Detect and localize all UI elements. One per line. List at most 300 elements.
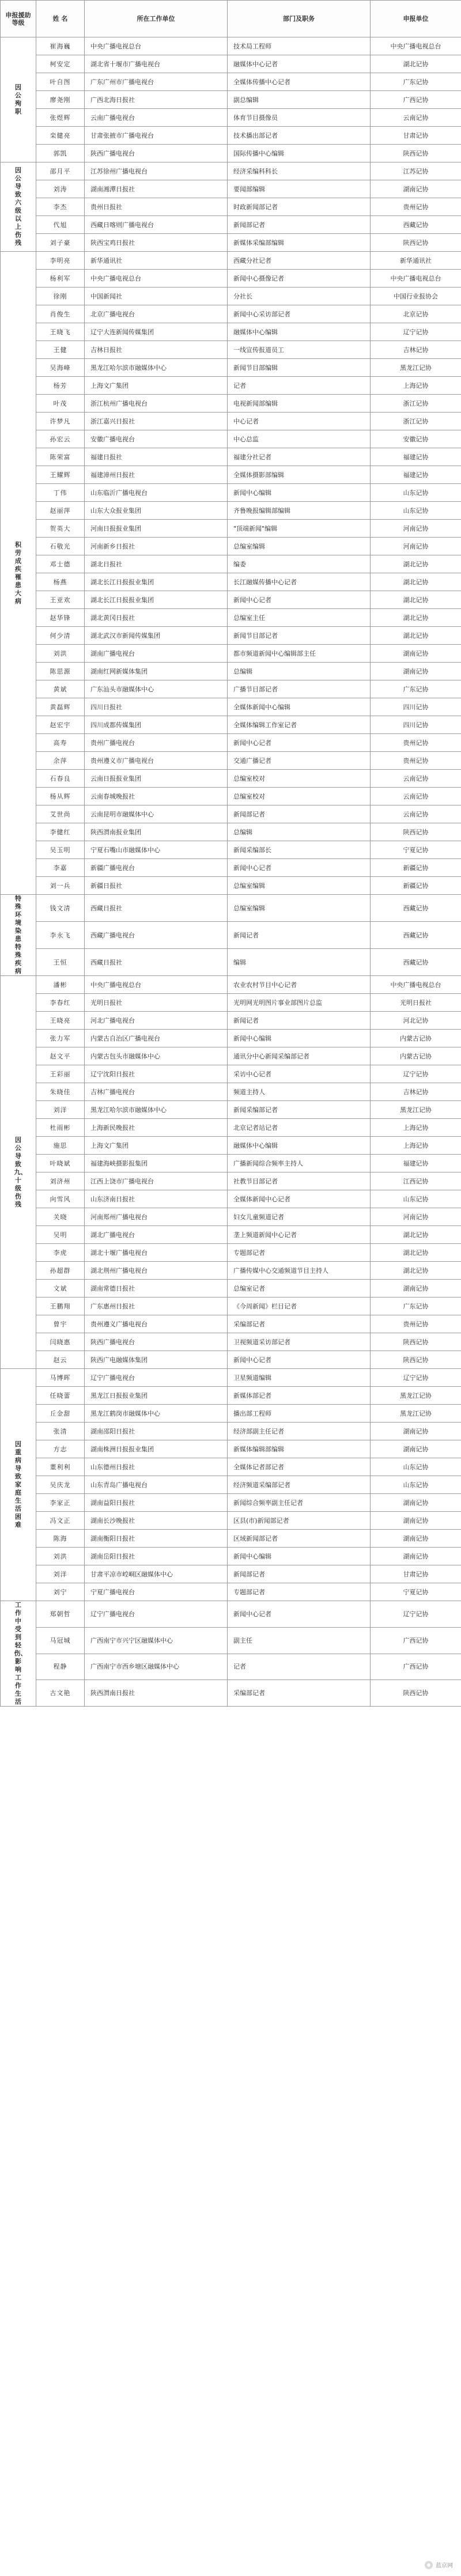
- dept-cell: 经济频道采编部记者: [228, 1476, 371, 1494]
- name-cell: 钱文清: [36, 895, 85, 922]
- name-cell: 王晓亮: [36, 1012, 85, 1030]
- dept-cell: 都市频道新闻中心编辑部主任: [228, 645, 371, 663]
- applicant-cell: 山东记协: [371, 1458, 461, 1476]
- unit-cell: 湖北长江日报报业集团: [85, 573, 228, 591]
- applicant-cell: 黑龙江记协: [371, 1101, 461, 1119]
- dept-cell: 北京记者站记者: [228, 1119, 371, 1137]
- dept-cell: 齐鲁晚报编辑部编辑: [228, 502, 371, 520]
- unit-cell: 黑龙江鹤岗市融媒体中心: [85, 1405, 228, 1423]
- table-row: [1, 1119, 461, 1137]
- applicant-cell: 湖北记协: [371, 55, 461, 73]
- name-cell: 丘金甜: [36, 1405, 85, 1423]
- table-row: [1, 1440, 461, 1458]
- applicant-cell: 湖南记协: [371, 1494, 461, 1512]
- name-cell: 刘涛: [36, 180, 85, 198]
- applicant-cell: 陕西记协: [371, 1680, 461, 1707]
- unit-cell: 湖北长江日报报业集团: [85, 591, 228, 609]
- unit-cell: 山东德州日报社: [85, 1458, 228, 1476]
- table-row: [1, 1565, 461, 1583]
- dept-cell: 中心记者: [228, 413, 371, 430]
- table-row: [1, 448, 461, 466]
- name-cell: 崔海巍: [36, 37, 85, 55]
- unit-cell: 西藏日报社: [85, 895, 228, 922]
- table-row: [1, 234, 461, 252]
- applicant-cell: 上海记协: [371, 1119, 461, 1137]
- name-cell: 杨从辉: [36, 788, 85, 805]
- table-row: [1, 1298, 461, 1315]
- table-row: [1, 216, 461, 234]
- name-cell: 刘济州: [36, 1172, 85, 1190]
- name-cell: 闫晓惠: [36, 1333, 85, 1351]
- dept-cell: 采编部记者: [228, 1680, 371, 1707]
- unit-cell: 广东惠州日报社: [85, 1298, 228, 1315]
- table-row: [1, 1583, 461, 1601]
- applicant-cell: 湖北记协: [371, 555, 461, 573]
- unit-cell: 浙江杭州广播电视台: [85, 395, 228, 413]
- applicant-cell: 福建记协: [371, 1155, 461, 1172]
- applicant-cell: 湖南记协: [371, 1512, 461, 1530]
- table-row: [1, 145, 461, 162]
- unit-cell: 西藏广播电视台: [85, 922, 228, 949]
- unit-cell: 广东汕头市融媒体中心: [85, 680, 228, 698]
- category-cell: [1, 895, 36, 976]
- dept-cell: 广播新闻综合频率主持人: [228, 1155, 371, 1172]
- dept-cell: 总编室编辑: [228, 538, 371, 555]
- unit-cell: 陕西广播电视台: [85, 145, 228, 162]
- unit-cell: 陕西广电融媒体集团: [85, 1351, 228, 1369]
- applicant-cell: 上海记协: [371, 377, 461, 395]
- dept-cell: 频道主持人: [228, 1083, 371, 1101]
- unit-cell: 内蒙古包头市融媒体中心: [85, 1047, 228, 1065]
- category-label: 因公导致九、十级伤残: [14, 1136, 27, 1208]
- applicant-cell: 贵州记协: [371, 734, 461, 752]
- table-row: [1, 252, 461, 270]
- unit-cell: 山东济南日报社: [85, 1190, 228, 1208]
- applicant-cell: 湖北记协: [371, 1244, 461, 1262]
- unit-cell: 吉林广播电视台: [85, 1083, 228, 1101]
- dept-cell: 副主任: [228, 1627, 371, 1654]
- name-cell: 赵文平: [36, 1047, 85, 1065]
- dept-cell: 新闻中心编辑: [228, 1030, 371, 1047]
- table-row: [1, 805, 461, 823]
- applicant-cell: 辽宁记协: [371, 1369, 461, 1387]
- table-row: [1, 162, 461, 180]
- name-cell: 马博晖: [36, 1369, 85, 1387]
- table-row: [1, 1369, 461, 1387]
- table-row: [1, 788, 461, 805]
- dept-cell: 新闻中心记者: [228, 859, 371, 877]
- name-cell: 郭凯: [36, 145, 85, 162]
- unit-cell: 河南新乡日报社: [85, 538, 228, 555]
- unit-cell: 黑龙江哈尔滨市融媒体中心: [85, 1101, 228, 1119]
- name-cell: 李永飞: [36, 922, 85, 949]
- category-cell: [1, 976, 36, 1369]
- applicant-cell: 广西记协: [371, 91, 461, 109]
- applicant-cell: 安徽记协: [371, 430, 461, 448]
- dept-cell: 技术局工程师: [228, 37, 371, 55]
- category-cell: [1, 252, 36, 895]
- dept-cell: 社教节目部记者: [228, 1172, 371, 1190]
- dept-cell: 新闻中心记者: [228, 1601, 371, 1628]
- name-cell: 杜雨彬: [36, 1119, 85, 1137]
- applicant-cell: 四川记协: [371, 698, 461, 716]
- applicant-cell: 浙江记协: [371, 395, 461, 413]
- dept-cell: 广播传媒中心交通频道节目主持人: [228, 1262, 371, 1280]
- applicant-cell: 湖北记协: [371, 1262, 461, 1280]
- unit-cell: 湖北省十堰市广播电视台: [85, 55, 228, 73]
- unit-cell: 贵州日报社: [85, 198, 228, 216]
- table-row: [1, 698, 461, 716]
- name-cell: 关晓: [36, 1208, 85, 1226]
- applicant-cell: 辽宁记协: [371, 1065, 461, 1083]
- name-cell: 赵丽萍: [36, 502, 85, 520]
- dept-cell: 一线宣传报道员工: [228, 341, 371, 359]
- applicant-cell: 贵州记协: [371, 752, 461, 770]
- name-cell: 陈海: [36, 1530, 85, 1548]
- name-cell: 李虎: [36, 1244, 85, 1262]
- dept-cell: 总编室校对: [228, 770, 371, 788]
- applicant-cell: 广西记协: [371, 1627, 461, 1654]
- name-cell: 叶晓斌: [36, 1155, 85, 1172]
- dept-cell: 新媒体采编部编辑: [228, 234, 371, 252]
- unit-cell: 江苏徐州广播电视台: [85, 162, 228, 180]
- applicant-cell: 山东记协: [371, 484, 461, 502]
- table-row: [1, 127, 461, 145]
- table-row: [1, 1208, 461, 1226]
- dept-cell: 全媒体编辑工作室记者: [228, 716, 371, 734]
- applicant-cell: 湖南记协: [371, 663, 461, 680]
- unit-cell: 辽宁大连新闻传媒集团: [85, 323, 228, 341]
- unit-cell: 中央广播电视总台: [85, 976, 228, 994]
- applicant-cell: 新华通讯社: [371, 252, 461, 270]
- table-row: [1, 770, 461, 788]
- table-row: [1, 859, 461, 877]
- name-cell: 栾健亮: [36, 127, 85, 145]
- name-cell: 施思: [36, 1137, 85, 1155]
- applicant-cell: 河北记协: [371, 1012, 461, 1030]
- applicant-cell: 中央广播电视总台: [371, 270, 461, 288]
- applicant-cell: 黑龙江记协: [371, 1405, 461, 1423]
- applicant-cell: 吉林记协: [371, 1083, 461, 1101]
- dept-cell: 新闻节目部编辑: [228, 359, 371, 377]
- table-row: [1, 680, 461, 698]
- unit-cell: 陕西宝鸡日报社: [85, 234, 228, 252]
- name-cell: 文斌: [36, 1280, 85, 1298]
- unit-cell: 广西南宁市西乡塘区融媒体中心: [85, 1654, 228, 1680]
- unit-cell: 新疆广播电视台: [85, 859, 228, 877]
- unit-cell: 新华通讯社: [85, 252, 228, 270]
- unit-cell: 陕西渭南日报社: [85, 1680, 228, 1707]
- dept-cell: 新闻中心记者: [228, 734, 371, 752]
- name-cell: 郑朝哲: [36, 1601, 85, 1628]
- table-row: [1, 1423, 461, 1440]
- table-row: [1, 823, 461, 841]
- name-cell: 李春红: [36, 994, 85, 1012]
- applicant-cell: 辽宁记协: [371, 323, 461, 341]
- table-row: [1, 395, 461, 413]
- unit-cell: 内蒙古自治区广播电视台: [85, 1030, 228, 1047]
- category-label: 因公导致六级以上伤残: [15, 167, 21, 247]
- name-cell: 丁伟: [36, 484, 85, 502]
- logo-icon: [425, 2561, 433, 2569]
- unit-cell: 云南春城晚报社: [85, 788, 228, 805]
- unit-cell: 吉林日报社: [85, 341, 228, 359]
- applicant-cell: 湖北记协: [371, 1226, 461, 1244]
- unit-cell: 光明日报社: [85, 994, 228, 1012]
- category-cell: [1, 1369, 36, 1601]
- unit-cell: 陕西广播电视台: [85, 1333, 228, 1351]
- dept-cell: 《今周新闻》栏目记者: [228, 1298, 371, 1315]
- name-cell: 柯安定: [36, 55, 85, 73]
- name-cell: 刘宁: [36, 1583, 85, 1601]
- table-row: [1, 1065, 461, 1083]
- applicant-cell: 山东记协: [371, 502, 461, 520]
- header-name: 姓 名: [36, 1, 85, 37]
- unit-cell: 贵州遵义市广播电视台: [85, 752, 228, 770]
- name-cell: 肖俊生: [36, 305, 85, 323]
- unit-cell: 湖南株洲日报报业集团: [85, 1440, 228, 1458]
- unit-cell: 河北广播电视台: [85, 1012, 228, 1030]
- applicant-cell: 陕西记协: [371, 145, 461, 162]
- dept-cell: 交通广播记者: [228, 752, 371, 770]
- dept-cell: 编辑: [228, 949, 371, 976]
- dept-cell: 编委: [228, 555, 371, 573]
- name-cell: 刘洪: [36, 1548, 85, 1565]
- dept-cell: 新闻中心编辑: [228, 1548, 371, 1565]
- unit-cell: 宁夏石嘴山市融媒体中心: [85, 841, 228, 859]
- name-cell: 李杰: [36, 198, 85, 216]
- dept-cell: 新闻综合频率副主任记者: [228, 1494, 371, 1512]
- name-cell: 艾世尚: [36, 805, 85, 823]
- watermark: [425, 2560, 453, 2569]
- unit-cell: 甘肃平凉市崆峒区融媒体中心: [85, 1565, 228, 1583]
- applicant-cell: 云南记协: [371, 788, 461, 805]
- unit-cell: 山东临沂广播电视台: [85, 484, 228, 502]
- applicant-cell: 福建记协: [371, 466, 461, 484]
- name-cell: 贺英大: [36, 520, 85, 538]
- applicant-cell: 光明日报社: [371, 994, 461, 1012]
- dept-cell: 新媒体部记者: [228, 1387, 371, 1405]
- table-row: [1, 55, 461, 73]
- applicant-cell: 广东记协: [371, 73, 461, 91]
- name-cell: 王耀辉: [36, 466, 85, 484]
- dept-cell: 副总编辑: [228, 91, 371, 109]
- dept-cell: 分社长: [228, 288, 371, 305]
- dept-cell: 专题部记者: [228, 1244, 371, 1262]
- category-label: 特殊环境染患特殊疾病: [15, 895, 21, 975]
- table-row: [1, 538, 461, 555]
- name-cell: 冯文正: [36, 1512, 85, 1530]
- dept-cell: 新闻采编部记者: [228, 1101, 371, 1119]
- name-cell: 赵云: [36, 1351, 85, 1369]
- table-row: [1, 734, 461, 752]
- table-row: [1, 37, 461, 55]
- table-row: [1, 609, 461, 627]
- unit-cell: 湖南长沙晚报社: [85, 1512, 228, 1530]
- table-row: [1, 305, 461, 323]
- name-cell: 向雪风: [36, 1190, 85, 1208]
- dept-cell: 新闻记者: [228, 922, 371, 949]
- applicant-cell: 湖南记协: [371, 1530, 461, 1548]
- name-cell: 张清: [36, 1423, 85, 1440]
- dept-cell: 新闻部记者: [228, 216, 371, 234]
- unit-cell: 安徽广播电视台: [85, 430, 228, 448]
- applicant-cell: 黑龙江记协: [371, 359, 461, 377]
- category-label: 工作中受到轻伤、影响工作生活: [14, 1601, 27, 1705]
- unit-cell: 辽宁沈阳日报社: [85, 1065, 228, 1083]
- applicant-cell: 上海记协: [371, 1137, 461, 1155]
- unit-cell: 湖北荆州广播电视台: [85, 1262, 228, 1280]
- name-cell: 代旭: [36, 216, 85, 234]
- table-header-row: [1, 1, 461, 37]
- dept-cell: 西藏分社记者: [228, 252, 371, 270]
- applicant-cell: 广西记协: [371, 1654, 461, 1680]
- name-cell: 王晓飞: [36, 323, 85, 341]
- applicant-cell: 山东记协: [371, 1476, 461, 1494]
- table-row: [1, 1601, 461, 1628]
- table-row: [1, 922, 461, 949]
- dept-cell: 经济部副主任记者: [228, 1423, 371, 1440]
- table-row: [1, 1387, 461, 1405]
- watermark-text: 蓝京网: [436, 2563, 453, 2569]
- dept-cell: 体育节目摄像员: [228, 109, 371, 127]
- applicant-cell: 云南记协: [371, 109, 461, 127]
- name-cell: 古文艳: [36, 1680, 85, 1707]
- table-row: [1, 502, 461, 520]
- unit-cell: 湖南邵阳日报社: [85, 1423, 228, 1440]
- table-row: [1, 1083, 461, 1101]
- applicant-cell: 贵州记协: [371, 1315, 461, 1333]
- table-body: [1, 37, 461, 1707]
- unit-cell: 黑龙江日报报业集团: [85, 1387, 228, 1405]
- dept-cell: 中心总监: [228, 430, 371, 448]
- name-cell: 吴庆龙: [36, 1476, 85, 1494]
- unit-cell: 中央广播电视总台: [85, 37, 228, 55]
- dept-cell: 融媒体中心编辑: [228, 323, 371, 341]
- table-row: [1, 994, 461, 1012]
- unit-cell: 湖南岳阳日报社: [85, 1548, 228, 1565]
- unit-cell: 河南郑州广播电视台: [85, 1208, 228, 1226]
- unit-cell: 湖南益阳日报社: [85, 1494, 228, 1512]
- applicant-cell: 内蒙古记协: [371, 1030, 461, 1047]
- table-row: [1, 413, 461, 430]
- applicant-cell: 贵州记协: [371, 198, 461, 216]
- table-row: [1, 1680, 461, 1707]
- unit-cell: 辽宁广播电视台: [85, 1369, 228, 1387]
- name-cell: 石春良: [36, 770, 85, 788]
- dept-cell: 国际传播中心编辑: [228, 145, 371, 162]
- name-cell: 曾宇: [36, 1315, 85, 1333]
- table-row: [1, 555, 461, 573]
- applicant-cell: 河南记协: [371, 1208, 461, 1226]
- dept-cell: 专题部记者: [228, 1583, 371, 1601]
- name-cell: 王恒: [36, 949, 85, 976]
- applicant-cell: 吉林记协: [371, 341, 461, 359]
- applicant-cell: 黑龙江记协: [371, 1387, 461, 1405]
- applicant-cell: 云南记协: [371, 770, 461, 788]
- dept-cell: 全媒体新闻中心记者: [228, 1190, 371, 1208]
- applicant-cell: 湖南记协: [371, 1548, 461, 1565]
- dept-cell: "顶端新闻"编辑: [228, 520, 371, 538]
- table-row: [1, 1654, 461, 1680]
- unit-cell: 广西南宁市兴宁区融媒体中心: [85, 1627, 228, 1654]
- dept-cell: 新媒体编辑部编辑: [228, 1440, 371, 1458]
- applicant-cell: 福建记协: [371, 448, 461, 466]
- dept-cell: 光明网光明图片事业部图片总监: [228, 994, 371, 1012]
- name-cell: 杨燕: [36, 573, 85, 591]
- unit-cell: 甘肃张掖市广播电视台: [85, 127, 228, 145]
- table-row: [1, 1012, 461, 1030]
- dept-cell: 记者: [228, 1654, 371, 1680]
- unit-cell: 云南日报报业集团: [85, 770, 228, 788]
- name-cell: 马冠城: [36, 1627, 85, 1654]
- table-row: [1, 1190, 461, 1208]
- dept-cell: 新闻记者: [228, 1012, 371, 1030]
- table-row: [1, 573, 461, 591]
- name-cell: 陈思源: [36, 663, 85, 680]
- table-row: [1, 109, 461, 127]
- table-row: [1, 976, 461, 994]
- header-unit: 所在工作单位: [85, 1, 228, 37]
- dept-cell: 新闻中心记者: [228, 1351, 371, 1369]
- category-cell: [1, 1601, 36, 1707]
- name-cell: 杨芳: [36, 377, 85, 395]
- applicant-cell: 湖南记协: [371, 645, 461, 663]
- dept-cell: 采编部记者: [228, 1315, 371, 1333]
- name-cell: 孙宏云: [36, 430, 85, 448]
- dept-cell: 全媒体新闻中心编辑: [228, 698, 371, 716]
- name-cell: 吴海峰: [36, 359, 85, 377]
- unit-cell: 西藏日报社: [85, 949, 228, 976]
- name-cell: 何少清: [36, 627, 85, 645]
- unit-cell: 广东广州市广播电视台: [85, 73, 228, 91]
- category-label: 因重病导致家庭生活困难: [15, 1440, 21, 1529]
- unit-cell: 湖南红网新媒体集团: [85, 663, 228, 680]
- unit-cell: 湖南广播电视台: [85, 645, 228, 663]
- table-row: [1, 270, 461, 288]
- applicant-cell: 湖北记协: [371, 573, 461, 591]
- dept-cell: 总编辑: [228, 663, 371, 680]
- dept-cell: 总编室编辑: [228, 895, 371, 922]
- table-row: [1, 841, 461, 859]
- unit-cell: 湖南衡阳日报社: [85, 1530, 228, 1548]
- table-row: [1, 180, 461, 198]
- dept-cell: 总编室编辑: [228, 877, 371, 895]
- applicant-cell: 陕西记协: [371, 234, 461, 252]
- name-cell: 王亚欢: [36, 591, 85, 609]
- unit-cell: 上海新民晚报社: [85, 1119, 228, 1137]
- dept-cell: 广播节目部记者: [228, 680, 371, 698]
- table-row: [1, 1172, 461, 1190]
- name-cell: 叶茂: [36, 395, 85, 413]
- unit-cell: 中国新闻社: [85, 288, 228, 305]
- name-cell: 王鹏翔: [36, 1298, 85, 1315]
- applicant-cell: 四川记协: [371, 716, 461, 734]
- unit-cell: 四川成都传媒集团: [85, 716, 228, 734]
- table-row: [1, 1494, 461, 1512]
- table-row: [1, 1226, 461, 1244]
- unit-cell: 西藏日喀则广播电视台: [85, 216, 228, 234]
- unit-cell: 中央广播电视总台: [85, 270, 228, 288]
- name-cell: 王健: [36, 341, 85, 359]
- name-cell: 任晓蕾: [36, 1387, 85, 1405]
- table-row: [1, 520, 461, 538]
- applicant-cell: 浙江记协: [371, 413, 461, 430]
- dept-cell: 播出部工程师: [228, 1405, 371, 1423]
- applicant-cell: 新疆记协: [371, 877, 461, 895]
- applicant-cell: 辽宁记协: [371, 1601, 461, 1628]
- table-row: [1, 1512, 461, 1530]
